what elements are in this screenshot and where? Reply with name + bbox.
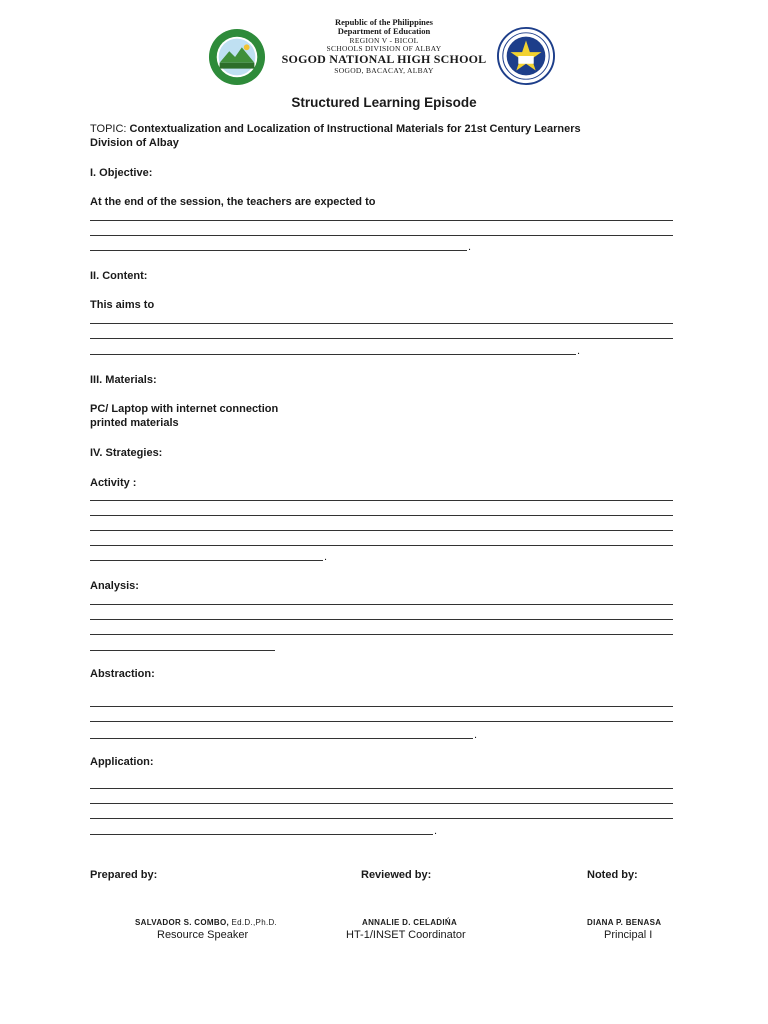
topic-label: TOPIC: (90, 123, 127, 135)
activity-line-2[interactable] (90, 515, 673, 516)
content-line-1[interactable] (90, 323, 673, 324)
abstraction-line-3[interactable] (90, 738, 473, 739)
application-line-2[interactable] (90, 803, 673, 804)
objective-prompt: At the end of the session, the teachers are expected to (90, 196, 376, 208)
noted-by-label: Noted by: (587, 869, 638, 881)
materials-heading: III. Materials: (90, 374, 157, 386)
objective-period: . (468, 241, 472, 253)
abstraction-label: Abstraction: (90, 668, 155, 680)
activity-line-4[interactable] (90, 545, 673, 546)
document-title: Structured Learning Episode (291, 95, 477, 110)
application-line-3[interactable] (90, 818, 673, 819)
header-region: REGION V - BICOL (349, 36, 419, 45)
application-line-4[interactable] (90, 834, 433, 835)
materials-item-2: printed materials (90, 417, 179, 429)
activity-period: . (324, 551, 328, 563)
analysis-line-2[interactable] (90, 619, 673, 620)
activity-line-1[interactable] (90, 500, 673, 501)
reviewed-by-label: Reviewed by: (361, 869, 432, 881)
header-department: Department of Education (337, 26, 431, 36)
topic-line (90, 122, 581, 136)
analysis-line-1[interactable] (90, 604, 673, 605)
application-label: Application: (90, 756, 154, 768)
content-line-2[interactable] (90, 338, 673, 339)
topic-division: Division of Albay (90, 137, 179, 149)
activity-line-3[interactable] (90, 530, 673, 531)
content-heading: II. Content: (90, 270, 148, 282)
application-period: . (434, 825, 438, 837)
strategies-heading: IV. Strategies: (90, 447, 163, 459)
analysis-line-4[interactable] (90, 650, 275, 651)
prepared-by-name (135, 918, 277, 927)
analysis-line-3[interactable] (90, 634, 673, 635)
activity-label: Activity : (90, 477, 137, 489)
abstraction-line-1[interactable] (90, 706, 673, 707)
objective-heading: I. Objective: (90, 167, 153, 179)
prepared-by-name-text: SALVADOR S. COMBO, (135, 918, 229, 927)
prepared-by-degree: Ed.D.,Ph.D. (229, 918, 278, 927)
content-line-3[interactable] (90, 354, 576, 355)
reviewed-by-role: HT-1/INSET Coordinator (346, 929, 466, 941)
noted-by-role: Principal I (604, 929, 653, 941)
abstraction-period: . (474, 729, 478, 741)
materials-item-1: PC/ Laptop with internet connection (90, 403, 279, 415)
prepared-by-label: Prepared by: (90, 869, 158, 881)
analysis-label: Analysis: (90, 580, 139, 592)
activity-line-5[interactable] (90, 560, 323, 561)
objective-line-2[interactable] (90, 235, 673, 236)
abstraction-line-2[interactable] (90, 721, 673, 722)
header-address: SOGOD, BACACAY, ALBAY (334, 66, 434, 75)
header-republic: Republic of the Philippines (334, 17, 433, 27)
header-school-name: SOGOD NATIONAL HIGH SCHOOL (281, 52, 487, 66)
objective-line-1[interactable] (90, 220, 673, 221)
objective-line-3[interactable] (90, 250, 467, 251)
prepared-by-role: Resource Speaker (157, 929, 249, 941)
noted-by-name: DIANA P. BENASA (587, 918, 662, 927)
application-line-1[interactable] (90, 788, 673, 789)
reviewed-by-name: ANNALIE D. CELADIŃA (362, 918, 458, 927)
topic-text: Contextualization and Localization of Instructional Materials for 21st Century Learners (126, 123, 581, 135)
content-period: . (577, 345, 581, 357)
content-prompt: This aims to (90, 299, 155, 311)
header-division: SCHOOLS DIVISION OF ALBAY (326, 44, 442, 53)
